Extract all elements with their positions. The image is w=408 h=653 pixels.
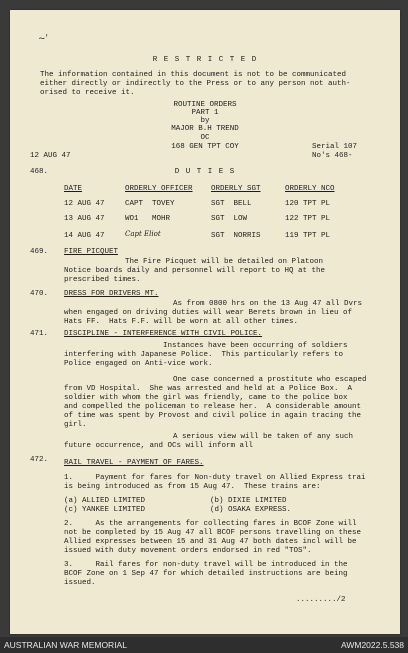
body-line: prescribed times.	[64, 276, 141, 284]
train-item: (c) YANKEE LIMITED	[64, 506, 146, 514]
archive-footer	[0, 637, 408, 653]
heading-line: MAJOR B.H TREND	[171, 125, 239, 133]
notice-line: orised to receive it.	[40, 89, 135, 97]
heading-line: 168 GEN TPT COY	[171, 143, 239, 151]
duty-sgt: SGT LOW	[211, 215, 248, 223]
body-line: Allied expresses between 15 and 31 Aug 47 both dates incl will be	[64, 538, 357, 546]
section-title: DRESS FOR DRIVERS MT.	[64, 290, 159, 298]
body-line: interfering with Japanese Police. This particularly refers to	[64, 351, 344, 359]
col-header-date: DATE	[64, 185, 83, 193]
col-header-sgt: ORDERLY SGT	[211, 185, 261, 193]
body-line: BCOF Zone on 1 Sep 47 for which detailed instructions are being	[64, 570, 348, 578]
body-line: The Fire Picquet will be detailed on Platoon	[125, 258, 324, 266]
body-line: girl.	[64, 421, 87, 429]
order-date: 12 AUG 47	[30, 152, 71, 160]
notice-line: either directly or indirectly to the Press or to any person not auth-	[40, 80, 351, 88]
col-header-nco: ORDERLY NCO	[285, 185, 335, 193]
duties-title: D U T I E S	[174, 168, 236, 176]
col-header-officer: ORDERLY OFFICER	[125, 185, 193, 193]
serial-number: Serial 107	[312, 143, 358, 151]
duty-officer: WO1 MOHR	[125, 215, 171, 223]
body-line: Notice boards daily and personnel will report to HQ at the	[64, 267, 326, 275]
footer-reference: AWM2022.5.538	[341, 640, 404, 650]
body-line: issued.	[64, 579, 96, 587]
section-title: DISCIPLINE - INTERFERENCE WITH CIVIL POLICE.	[64, 330, 263, 338]
body-line: when engaged on driving duties will wear Berets brown in lieu of	[64, 309, 353, 317]
body-line: soldier with whom the girl was friendly, came to the police box	[64, 394, 348, 402]
section-title: RAIL TRAVEL - PAYMENT OF FARES.	[64, 459, 204, 467]
section-number: 469.	[30, 248, 49, 256]
duty-sgt: SGT NORRIS	[211, 232, 261, 240]
heading-line: OC	[200, 134, 210, 142]
order-numbers: No's 468-	[312, 152, 353, 160]
duty-nco: 119 TPT PL	[285, 232, 331, 240]
body-line: 2. As the arrangements for collecting fares in BCOF Zone will	[64, 520, 357, 528]
duty-sgt: SGT BELL	[211, 200, 252, 208]
body-line: not be completed by 15 Aug 47 all BCOF persons travelling on these	[64, 529, 362, 537]
body-line: issued with duty movement orders endorsed in red "TOS".	[64, 547, 312, 555]
body-line: Hats FF. Hats F.F. will be worn at all other times.	[64, 318, 299, 326]
section-number: 472.	[30, 456, 49, 464]
section-number: 471.	[30, 330, 49, 338]
body-line: future occurrence, and OCs will inform all	[64, 442, 254, 450]
body-line: 1. Payment for fares for Non-duty travel on Allied Express trai	[64, 474, 366, 482]
train-item: (b) DIXIE LIMITED	[210, 497, 287, 505]
body-line: As from 0800 hrs on the 13 Aug 47 all Dvrs	[173, 300, 363, 308]
heading-line: by	[200, 117, 210, 125]
body-line: Instances have been occurring of soldiers	[163, 342, 348, 350]
notice-line: The information contained in this document is not to be communicated	[40, 71, 347, 79]
train-item: (a) ALLIED LIMITED	[64, 497, 146, 505]
duty-date: 14 AUG 47	[64, 232, 105, 240]
pen-mark: ~'	[38, 34, 49, 44]
train-item: (d) OSAKA EXPRESS.	[210, 506, 292, 514]
body-line: A serious view will be taken of any such	[173, 433, 354, 441]
duty-nco: 122 TPT PL	[285, 215, 331, 223]
heading-line: ROUTINE ORDERS	[173, 101, 237, 109]
section-number: 470.	[30, 290, 49, 298]
body-line: and compelled the policeman to release her. A considerable amount	[64, 403, 362, 411]
body-line: 3. Rail fares for non-duty travel will be introduced in the	[64, 561, 348, 569]
duty-nco: 120 TPT PL	[285, 200, 331, 208]
duty-officer-handwritten: Capt Eliot	[125, 230, 161, 238]
body-line: of time was spent by Provost and civil police in again tracing the	[64, 412, 362, 420]
footer-source: AUSTRALIAN WAR MEMORIAL	[4, 640, 127, 650]
document-page	[10, 10, 400, 634]
body-line: Police engaged on Anti-vice work.	[64, 360, 213, 368]
duty-date: 13 AUG 47	[64, 215, 105, 223]
section-number: 468.	[30, 168, 49, 176]
duty-officer: CAPT TOVEY	[125, 200, 175, 208]
body-line: is being introduced as from 15 Aug 47. These trains are:	[64, 483, 321, 491]
body-line: from VD Hospital. She was arrested and held at a Police Box. A	[64, 385, 353, 393]
classification: R E S T R I C T E D	[152, 56, 258, 64]
section-title: FIRE PICQUET	[64, 248, 119, 256]
heading-line: PART 1	[191, 109, 219, 117]
continued-marker: ........./2	[296, 596, 346, 604]
body-line: One case concerned a prostitute who escaped	[173, 376, 367, 384]
duty-date: 12 AUG 47	[64, 200, 105, 208]
